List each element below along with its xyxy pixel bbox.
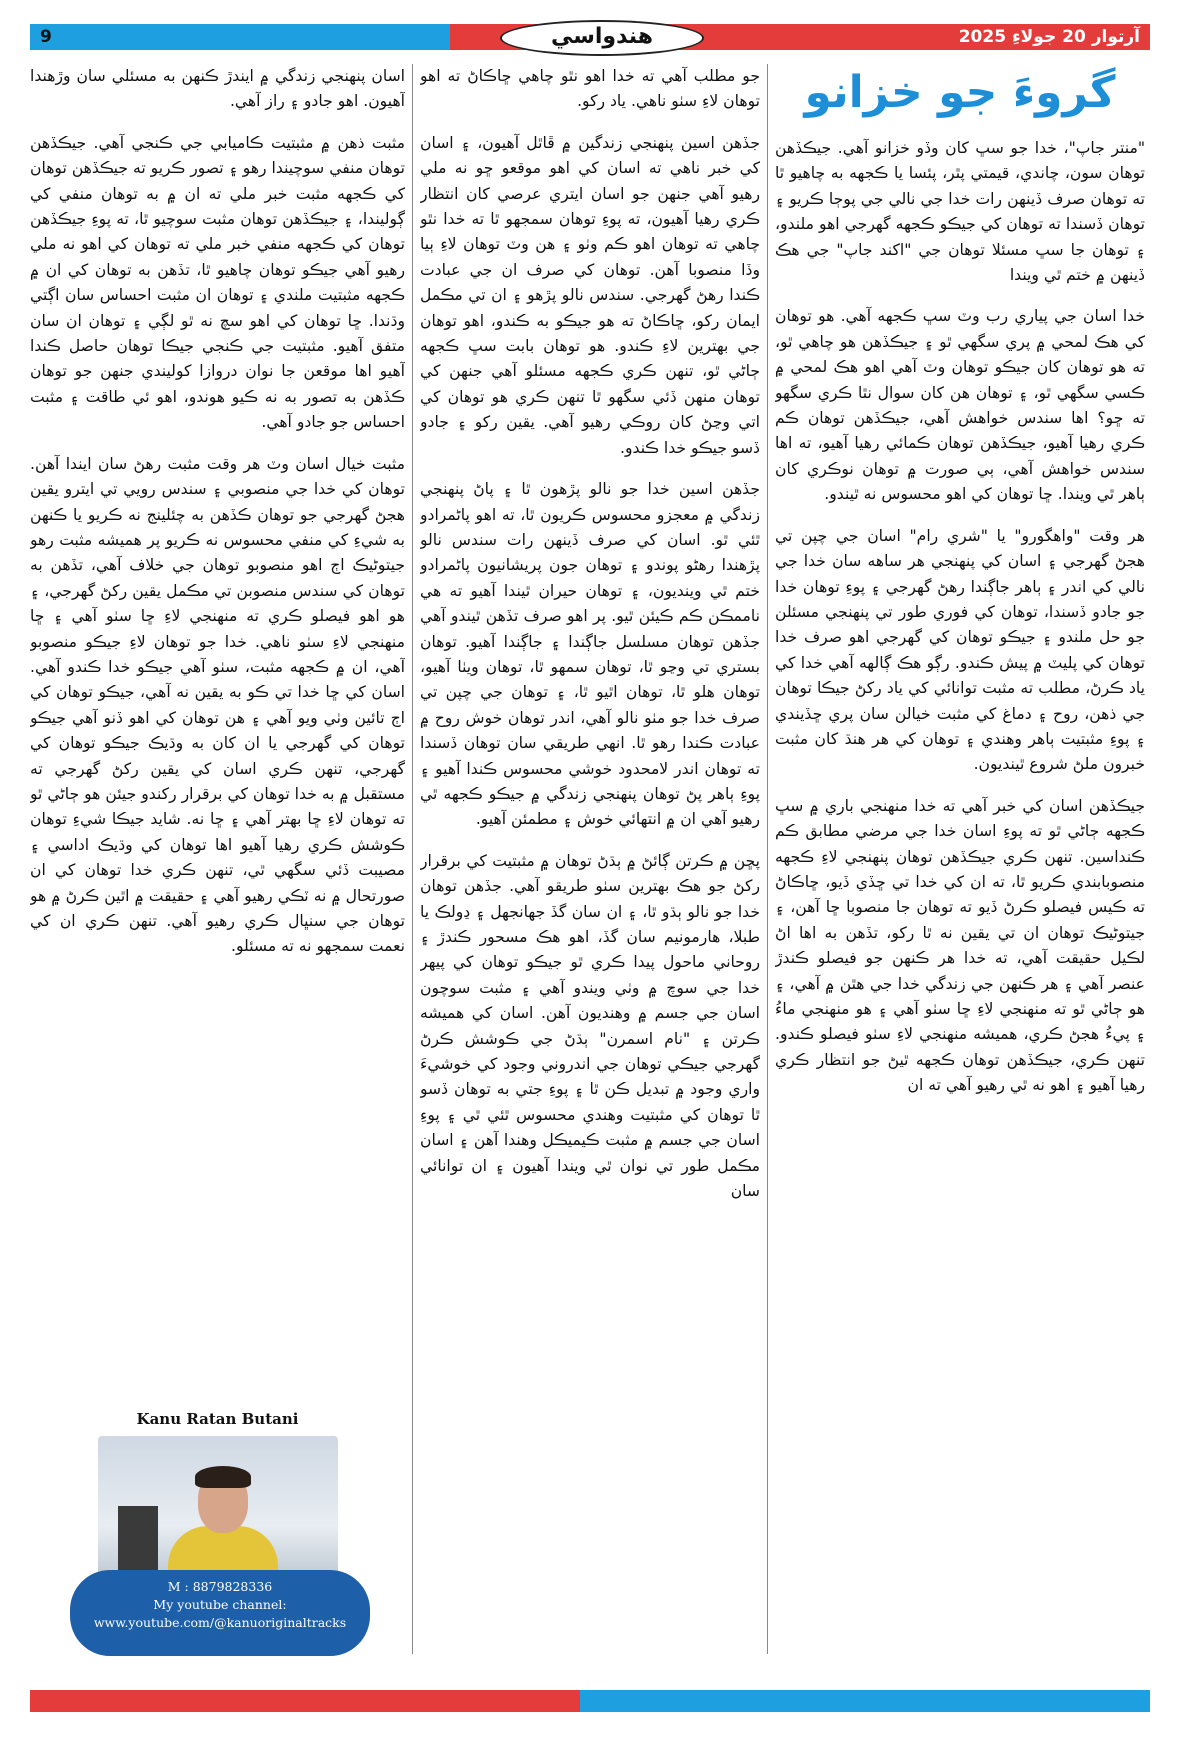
column-divider xyxy=(412,64,413,1654)
paragraph: مثبت ذهن ۾ مثبتيت ڪاميابي جي ڪنجي آهي. جيڪڏهن توهان منفي سوچيندا رهو ۽ تصور ڪريو ته جيڪڏهن توهان کي ڪجهه مثبت خبر ملي ته ان ۾ به توهان منفي کي ڳوليندا، ۽ جيڪڏهن توهان مثبت سوچيو ٿا، ته پوءِ جيڪڏهن توهان کي ڪجهه منفي خبر ملي ته توهان کي اهو نه ملي رهيو آهي جيڪو توهان چاهيو ٿا، تڏهن به توهان کي ان ۾ ڪجهه مثبتيت ملندي ۽ توهان ان مثبت احساس سان اڳتي وڌندا. ڇا توهان کي اهو سچ نه ٿو لڳي ۽ توهان ان سان متفق آهيو. مثبتيت جي ڪنجي جيڪا توهان حاصل ڪندا آهيو اها موقعن جا نوان دروازا کوليندي جنهن جو توهان ڪڏهن به تصور به نه ڪيو هوندو، اهو ئي طاقت ۽ مثبت احساس جو جادو آهي. xyxy=(30,133,405,432)
paragraph: جڏهن اسين خدا جو نالو پڙهون ٿا ۽ پاڻ پنهنجي زندگي ۾ معجزو محسوس ڪريون ٿا، ته اهو پاڻمرادو ٿئي ٿو. اسان کي صرف ڏينهن رات سندس نالو پڙهندا رهڻو پوندو ۽ توهان جون پريشانيون پاڻمرادو ختم ٿي وينديون، ۽ توهان حيران ٿيندا آهيو ته هي ناممڪن ڪم ڪيئن ٿيو. پر اهو صرف تڏهن ٿيندو آهي جڏهن توهان مسلسل جاڳندا ۽ جاڳندا آهيو. توهان بستري تي وڃو ٿا، توهان سمهو ٿا، توهان ويٺا آهيو، توهان هلو ٿا، توهان اٿيو ٿا، ۽ توهان جي چپن تي صرف خدا جو مٺو نالو آهي، اندر توهان خوش روح ۾ عبادت ڪندا رهو ٿا. انهي طريقي سان توهان ڏسندا ته توهان اندر لامحدود خوشي محسوس ڪندا آهيو ۽ پوءِ ٻاهر پڻ توهان پنهنجي زندگي ۾ جيڪو ڪجهه ٿي رهيو آهي ان ۾ انتهائي خوش ۽ مطمئن آهيو. xyxy=(420,480,760,829)
paragraph: جيڪڏهن اسان کي خبر آهي ته خدا منهنجي باري ۾ سڀ ڪجهه ڄاڻي ٿو ته پوءِ اسان خدا جي مرضي مطابق ڪم ڪنداسين. تنهن ڪري جيڪڏهن توهان پنهنجي لاءِ ڪجهه منصوبابندي ڪريو ٿا، ته ان کي خدا تي ڇڏي ڏيو، ڇاڪاڻ ته ڪيس فيصلو ڪرڻ ڏيو ته توهان جا منصوبا ڇا آهن، ۽ جيتوڻيڪ توهان ان تي يقين نه ٿا رکو، تڏهن به اها اڻ لڪيل حقيقت آهي، ته خدا هر ڪنهن جو فيصلو ڪندڙ عنصر آهي ۽ هر ڪنهن جي زندگي خدا جي هٿن ۾ آهي، ۽ هو ڄاڻي ٿو ته منهنجي لاءِ ڇا سٺو آهي ۽ هو منهنجي ماءُ ۽ پيءُ هجڻ ڪري، هميشه منهنجي لاءِ سٺو فيصلو ڪندو. تنهن ڪري، جيڪڏهن توهان ڪجهه ٿيڻ جو انتظار ڪري رهيا آهيو ۽ اهو نه ٿي رهيو آهي ته ان xyxy=(775,796,1145,1095)
author-name: Kanu Ratan Butani xyxy=(136,1410,299,1428)
article-title: گروءَ جو خزانو xyxy=(804,67,1116,118)
article-column-3 xyxy=(30,64,405,1394)
author-box xyxy=(30,1410,405,1660)
issue-date: آرتوار 20 جولاءِ 2025 xyxy=(958,27,1140,47)
page-number: 9 xyxy=(40,27,52,47)
paragraph: اسان پنهنجي زندگي ۾ ايندڙ ڪنهن به مسئلي سان وڙهندا آهيون. اهو جادو ۽ راز آهي. xyxy=(30,67,405,111)
youtube-link[interactable]: www.youtube.com/@kanuoriginaltracks xyxy=(93,1615,347,1630)
paragraph: جو مطلب آهي ته خدا اهو نٿو چاهي ڇاڪاڻ ته اهو توهان لاءِ سٺو ناهي. ياد رکو. xyxy=(420,67,760,111)
footer-blue-band xyxy=(580,1690,1150,1712)
author-photo xyxy=(98,1436,338,1586)
paragraph: مثبت خيال اسان وٽ هر وقت مثبت رهڻ سان ايندا آهن. توهان کي خدا جي منصوبي ۽ سندس رويي تي ايترو يقين هجڻ گهرجي جو توهان ڪڏهن به چئلينج نه ڪريو يا ڪنهن به شيءِ کي منفي محسوس نه ڪريو پر هميشه مثبت رهو جيتوڻيڪ اڄ اهو منصوبو توهان جي خلاف آهي، تڏهن به توهان کي سندس منصوبن تي مڪمل يقين رکڻ گهرجي، ۽ هو اهو فيصلو ڪري ته منهنجي لاءِ ڇا سٺو آهي ۽ ڇا منهنجي لاءِ سٺو ناهي. خدا جو توهان لاءِ جيڪو منصوبو آهي، ان ۾ ڪجهه مثبت، سٺو آهي جيڪو خدا ڪندو آهي. اسان کي ڇا خدا تي ڪو به يقين نه آهي، جيڪو توهان کي اڄ تائين وٺي ويو آهي ۽ هن توهان کي اهو ڏنو آهي جيڪو توهان کي گهرجي يا ان کان به وڌيڪ جيڪو توهان کي گهرجي، تنهن ڪري اسان کي يقين رکڻ گهرجي ته مستقبل ۾ به خدا توهان کي برقرار رکندو جيئن هو ڄاڻي ٿو ته توهان لاءِ ڇا بهتر آهي ۽ ڇا نه. شايد جيڪا شيءِ توهان ڪوشش ڪري رهيا آهيو اها توهان کي وڌيڪ اداسي ۽ مصيبت ڏئي سگهي ٿي، تنهن ڪري خدا توهان کي ان صورتحال ۾ نه ٽڪي رهيو آهي ۽ حقيقت ۾ اٿين ڪرڻ ۾ هو توهان جي سنڀال ڪري رهيو آهي. تنهن ڪري ان کي نعمت سمجهو نه ته مسئلو. xyxy=(30,454,405,956)
paragraph: هر وقت "واهگورو" يا "شري رام" اسان جي چپن تي هجڻ گهرجي ۽ اسان کي پنهنجي هر ساهه سان خدا جي نالي کي اندر ۽ ٻاهر جاڳندا رهڻ گهرجي ۽ پوءِ توهان خدا جو جادو ڏسندا، توهان کي فوري طور تي پنهنجي مسئلن جو حل ملندو ۽ جيڪو توهان کي گهرجي اهو صرف خدا توهان کي پليٽ ۾ پيش ڪندو. رڳو هڪ ڳالهه آهي خدا کي ياد ڪرڻ، مطلب ته مثبت توانائي کي ياد رکڻ جيڪا توهان جي ذهن، روح ۽ دماغ کي مثبت خيالن سان پري ڇڏيندي ۽ پوءِ مثبتيت ٻاهر وهندي ۽ توهان کي هر هنڌ کان مثبت خبرون ملڻ شروع ٿينديون. xyxy=(775,526,1145,774)
article-column-2 xyxy=(420,64,760,1654)
paragraph: جڏهن اسين پنهنجي زندگين ۾ ڦاٿل آهيون، ۽ اسان کي خبر ناهي ته اسان کي اهو موقعو ڇو نه ملي رهيو آهي جنهن جو اسان ايتري عرصي کان انتظار ڪري رهيا آهيون، ته پوءِ توهان سمجهو ٿا ته خدا نٿو چاهي ته توهان اهو ڪم وٺو ۽ هن وٽ توهان لاءِ ٻيا وڏا منصوبا آهن. توهان کي صرف ان جي عبادت ڪندا رهڻ گهرجي. سندس نالو پڙهو ۽ ان تي مڪمل ايمان رکو، ڇاڪاڻ ته هو جيڪو به ڪندو، اهو توهان جي بهترين لاءِ ڪندو. هو توهان بابت سڀ ڪجهه ڄاڻي ٿو، تنهن ڪري ڪجهه مسئلو آهي جنهن کي توهان منهن ڏئي سگهو ٿا تنهن ڪري هو توهان کي اتي وڃڻ کان روڪي رهيو آهي. يقين رکو ۽ جادو ڏسو جيڪو خدا ڪندو. xyxy=(420,133,760,457)
footer-bar xyxy=(30,1690,1150,1712)
footer-red-band xyxy=(30,1690,580,1712)
paragraph: "منتر جاپ"، خدا جو سڀ کان وڏو خزانو آهي. جيڪڏهن توهان سون، چاندي، قيمتي پٿر، پئسا يا ڪجهه به چاهيو ٿا ته توهان صرف ڏينهن رات خدا جي نالي جي پوڄا ڪريو ۽ توهان ڏسندا ته توهان کي جيڪو ڪجهه گهرجي اهو ملندو، ۽ توهان جا سڀ مسئلا توهان جي "اکند جاپ" جي هڪ ڏينهن ۾ ختم ٿي ويندا xyxy=(775,139,1145,285)
author-contact xyxy=(70,1570,370,1656)
youtube-label: My youtube channel: xyxy=(153,1597,287,1612)
author-phone: M : 8879828336 xyxy=(167,1579,273,1594)
paragraph: پڇن ۾ ڪرتن ڳائڻ ۾ ٻڌڻ توهان ۾ مثبتيت کي برقرار رکڻ جو هڪ بهترين سٺو طريقو آهي. جڏهن توهان خدا جو نالو ٻڌو ٿا، ۽ ان سان گڏ جهانجهل ۽ ڍولڪ يا طبلا، هارمونيم سان گڏ، اهو هڪ مسحور ڪندڙ ۽ روحاني ماحول پيدا ڪري ٿو جيڪو توهان کي پيهر خدا جي سوچ ۾ وٺي ويندو آهي ۽ مثبت سوچون اسان جي جسم ۾ وهنديون آهن. اسان کي هميشه ڪرتن ۽ "نام اسمرن" ٻڌڻ جي ڪوشش ڪرڻ گهرجي جيڪي توهان جي اندروني وجود کي خوشيءَ واري وجود ۾ تبديل ڪن ٿا ۽ پوءِ جتي به توهان ڏسو ٿا توهان کي مثبتيت وهندي محسوس ٿئي ٿي ۽ پوءِ اسان جي جسم ۾ مثبت ڪيميڪل وهندا آهن ۽ اسان مڪمل طور تي نوان ٿي ويندا آهيون ۽ ان توانائي سان xyxy=(420,851,760,1201)
article-column-1 xyxy=(775,64,1145,1654)
paragraph: خدا اسان جي پياري رب وٽ سڀ ڪجهه آهي. هو توهان کي هڪ لمحي ۾ پري سگهي ٿو ۽ جيڪڏهن هو چاهي ٿو، ته هو توهان کان جيڪو توهان وٽ آهي اهو هڪ لمحي ۾ ڪسي سگهي ٿو، ۽ توهان هن کان سوال نٿا ڪري سگهو ته ڇو؟ اها سندس خواهش آهي، جيڪڏهن توهان ڪم ڪري رهيا آهيو، جيڪڏهن توهان ڪمائي رهيا آهيو، ته اها سندس خواهش آهي، ٻي صورت ۾ توهان نوڪري کان ٻاهر ٿي ويندا. ڇا توهان کي اهو محسوس نه ٿيندو. xyxy=(775,307,1145,504)
column-divider xyxy=(767,64,768,1654)
header-blue-band xyxy=(30,24,450,50)
masthead-logo: هندواسي xyxy=(500,20,704,56)
